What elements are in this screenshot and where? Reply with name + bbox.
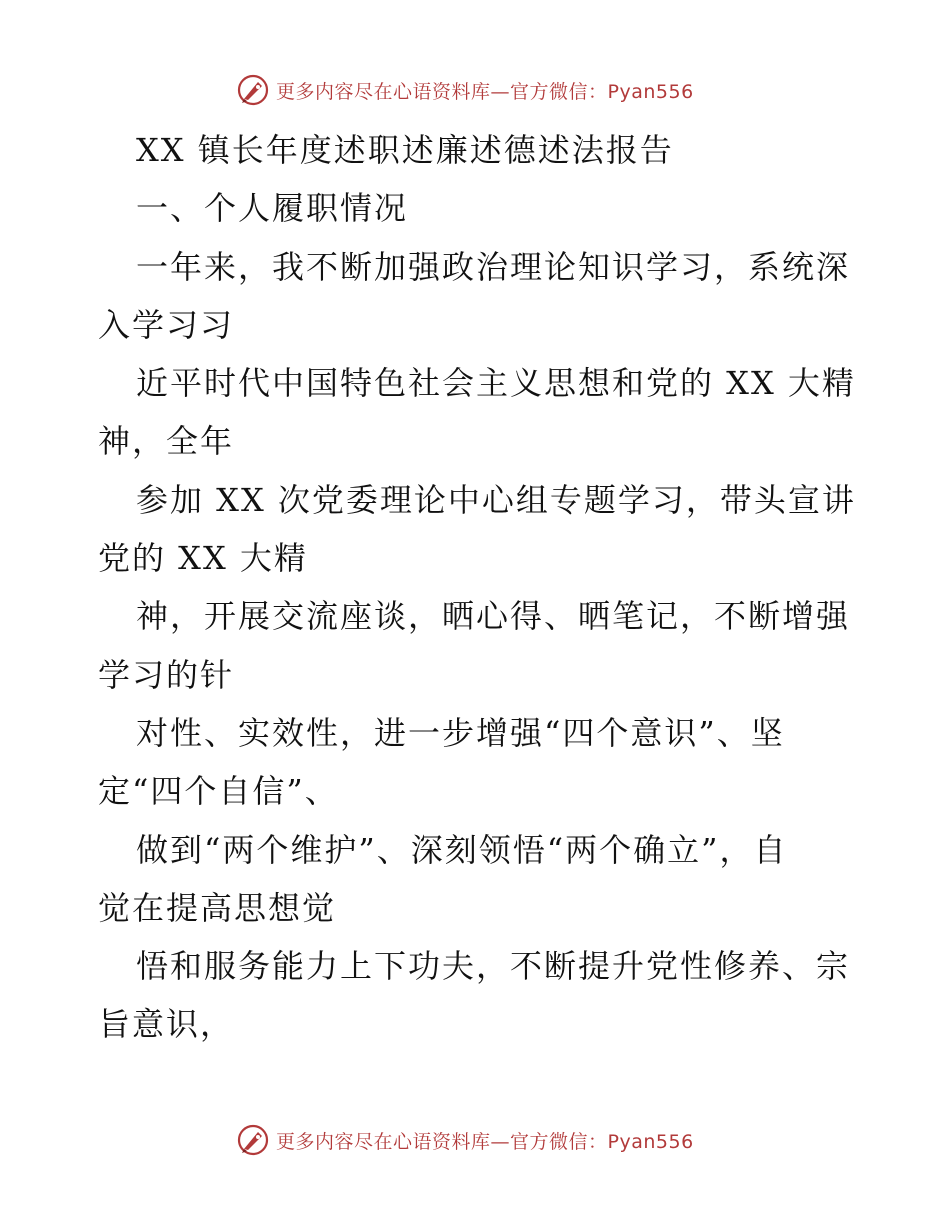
text-line: 对性、实效性，进一步增强“四个意识”、坚 xyxy=(136,713,785,752)
text-line: 党的 XX 大精 xyxy=(98,539,308,578)
text-line: 悟和服务能力上下功夫，不断提升党性修养、宗 xyxy=(136,947,851,986)
pen-nib-logo-icon xyxy=(236,73,270,107)
text-line: 神，开展交流座谈，晒心得、晒笔记，不断增强 xyxy=(136,597,851,636)
text-line: 参加 XX 次党委理论中心组专题学习，带头宣讲 xyxy=(136,480,856,519)
text-line: 觉在提高思想觉 xyxy=(98,888,337,927)
pen-nib-logo-icon xyxy=(236,1123,270,1157)
header-banner-text-cn: 更多内容尽在心语资料库—官方微信： xyxy=(276,80,608,103)
header-banner xyxy=(236,70,694,110)
text-line: 入学习习 xyxy=(98,305,235,344)
text-line: 学习的针 xyxy=(98,655,235,694)
footer-banner-text-latin: Pyan556 xyxy=(607,1130,694,1153)
text-line: XX 镇长年度述职述廉述德述法报告 xyxy=(136,131,674,169)
text-line: 定“四个自信”、 xyxy=(98,772,339,811)
text-line: 做到“两个维护”、深刻领悟“两个确立”，自 xyxy=(136,830,788,869)
footer-banner xyxy=(236,1120,694,1160)
text-line: 一、个人履职情况 xyxy=(136,189,409,228)
text-line: 旨意识， xyxy=(98,1005,235,1044)
header-banner-text xyxy=(276,77,694,104)
footer-banner-text-cn: 更多内容尽在心语资料库—官方微信： xyxy=(276,1130,608,1153)
header-banner-text-latin: Pyan556 xyxy=(607,80,694,103)
text-line: 神，全年 xyxy=(98,422,235,461)
document-body xyxy=(98,121,856,1054)
text-line: 一年来，我不断加强政治理论知识学习，系统深 xyxy=(136,247,851,286)
text-line: 近平时代中国特色社会主义思想和党的 XX 大精 xyxy=(136,364,856,403)
footer-banner-text xyxy=(276,1127,694,1154)
